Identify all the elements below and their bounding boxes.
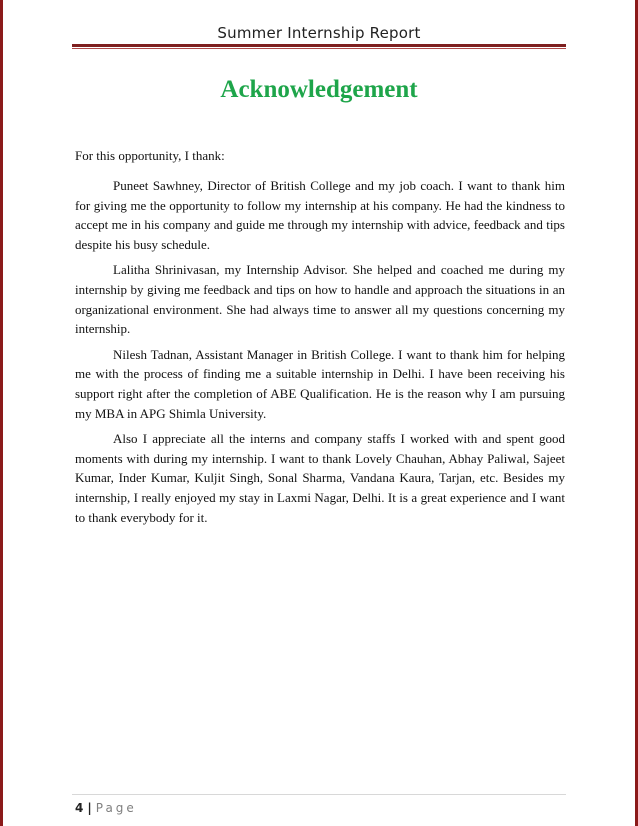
header-rule-thin (72, 48, 566, 49)
footer-separator: | (87, 801, 92, 815)
page-label: Page (95, 801, 137, 815)
report-header-title: Summer Internship Report (217, 24, 421, 42)
left-page-border (0, 0, 3, 826)
intro-line: For this opportunity, I thank: (75, 148, 225, 163)
header-rule (72, 44, 566, 47)
page-footer (75, 801, 137, 815)
page-number: 4 (75, 801, 84, 815)
paragraph-3: Nilesh Tadnan, Assistant Manager in British College. I want to thank him for helping me with the process of finding me a suitable internship in Delhi. I have been receiving his support right after the completion of ABE Qualification. He is the reason why I am pursuing my MBA in APG Shimla University. (75, 346, 565, 421)
page-title: Acknowledgement (220, 76, 418, 103)
paragraph-4: Also I appreciate all the interns and company staffs I worked with and spent good moments with during my internship. I want to thank Lovely Chauhan, Abhay Paliwal, Sajeet Kumar, Inder Kumar, Kuljit Singh, Sonal Sharma, Vandana Kaura, Tarjan, etc. Besides my internship, I really enjoyed my stay in Laxmi Nagar, Delhi. It is a great experience and I want to thank everybody for it. (75, 431, 565, 525)
paragraph-1: Puneet Sawhney, Director of British College and my job coach. I want to thank him for giving me the opportunity to follow my internship at his company. He had the kindness to accept me in his company and guide me through my internship with advice, feedback and tips despite his busy schedule. (75, 178, 565, 252)
footer-rule (72, 794, 566, 795)
acknowledgement-body (75, 176, 565, 533)
paragraph-2: Lalitha Shrinivasan, my Internship Advisor. She helped and coached me during my internship by giving me feedback and tips on how to handle and approach the situations in an organizational environment. She had always time to answer all my questions concerning my internship. (75, 262, 565, 337)
